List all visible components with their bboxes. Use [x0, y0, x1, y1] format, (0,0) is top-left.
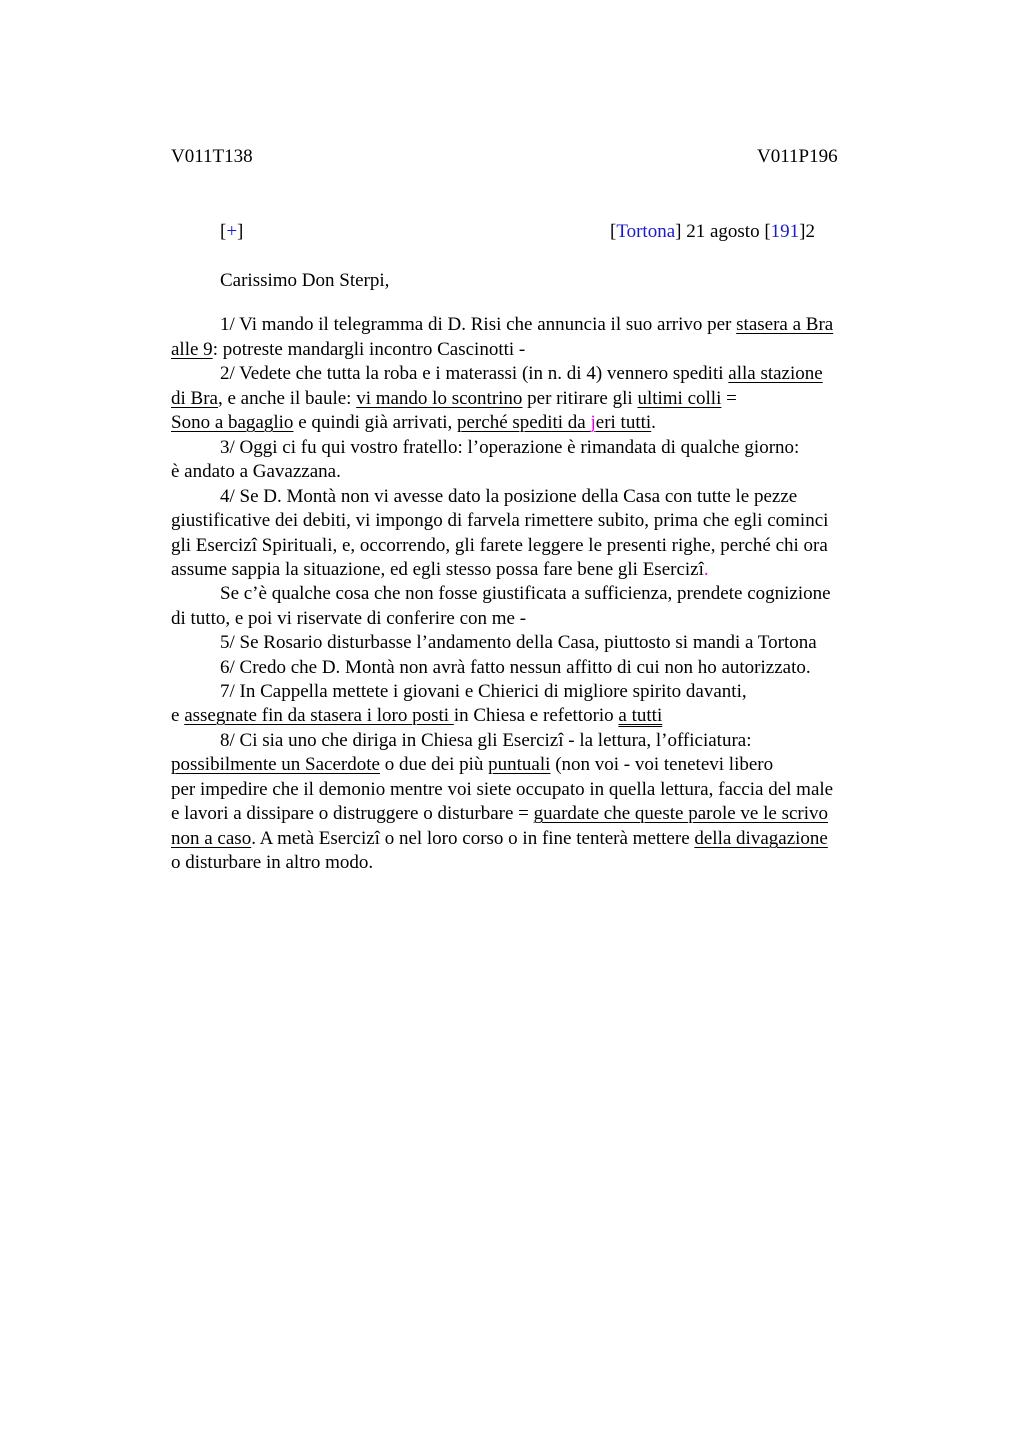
underlined-text: di Bra [171, 388, 218, 409]
line-text: e lavori a dissipare o distruggere o disturbare = [171, 803, 534, 824]
underlined-text: alle 9 [171, 339, 213, 360]
line-text: di tutto, e poi vi riservate di conferire con me - [171, 608, 527, 629]
line-text: assume sappia la situazione, ed egli stesso possa fare bene gli Esercizi [171, 559, 704, 580]
line-text: . [651, 412, 656, 433]
line-text: - la lettura, l’officiatura: [563, 730, 752, 751]
line-text: 3/ Oggi ci fu qui vostro fratello: l’operazione è rimandata di qualche giorno: [220, 437, 800, 458]
letter-line [220, 680, 747, 704]
underlined-text: guardate che queste parole ve le scrivo [533, 803, 829, 824]
letter-line [220, 436, 799, 460]
editorial-diacritic: ̂. [703, 559, 709, 580]
letter-line [171, 851, 373, 875]
header-left-code: V011T138 [171, 146, 253, 167]
line-text: o nel loro corso o in fine tenterà mettere [379, 828, 695, 849]
line-text: 7/ In Cappella mettete i giovani e Chierici di migliore spirito davanti, [220, 681, 747, 702]
line-text: gli Esercizi [171, 535, 257, 556]
line-text: 5/ Se Rosario disturbasse l’andamento della Casa, piuttosto si mandi a Tortona [220, 632, 817, 653]
letter-line [171, 753, 773, 777]
dateline-day-month: 21 agosto [681, 221, 765, 242]
letter-line [220, 485, 797, 509]
underlined-text: alla stazione [728, 363, 823, 384]
dateline-year-editorial: 191 [770, 221, 800, 242]
dateline-date [610, 221, 815, 243]
letter-line [220, 729, 752, 753]
line-text: 6/ Credo che D. Montà non avrà fatto nessun affitto di cui non ho autorizzato. [220, 657, 811, 678]
salutation: Carissimo Don Sterpi, [220, 270, 390, 291]
underlined-text: a tutti [618, 705, 663, 726]
bracket: ] [237, 221, 244, 242]
line-text: 2/ Vedete che tutta la roba e i materassi (in n. di 4) vennero spediti [220, 363, 729, 384]
line-text: in Chiesa e refettorio [453, 705, 619, 726]
letter-line [220, 656, 811, 680]
line-text: Spirituali, e, occorrendo, gli farete leggere le presenti righe, perché chi ora [257, 535, 828, 556]
bracket: ] [799, 221, 806, 242]
bracket: ] [675, 221, 682, 242]
bracket: [ [764, 221, 771, 242]
dateline-cross [220, 221, 243, 243]
line-text: 1/ Vi mando il telegramma di D. Risi che annuncia il suo arrivo per [220, 314, 737, 335]
letter-line [171, 607, 526, 631]
underlined-text: Sono a bagaglio [171, 412, 294, 433]
underlined-text: vi mando lo scontrino [356, 388, 523, 409]
letter-line [171, 387, 737, 411]
letter-line [220, 582, 831, 606]
line-text: = [721, 388, 737, 409]
line-text: 4/ Se D. Montà non vi avesse dato la posizione della Casa con tutte le pezze [220, 486, 798, 507]
line-text: giustificative dei debiti, vi impongo di farvela rimettere subito, prima che egli cominci [171, 510, 829, 531]
underlined-text: eri tutti [595, 412, 652, 433]
line-text: 8/ Ci sia uno che diriga in Chiesa gli Esercizi [220, 730, 564, 751]
line-text: (non voi - voi tenetevi libero [550, 754, 774, 775]
letter-line [171, 509, 828, 533]
dateline-year-digit: 2 [805, 221, 815, 242]
underlined-text: non a caso [171, 828, 252, 849]
line-text: e quindi già arrivati, [293, 412, 457, 433]
editorial-diacritic: j [590, 412, 596, 433]
line-text: e [171, 705, 185, 726]
underlined-text: stasera a Bra [736, 314, 834, 335]
line-text: . A metà Esercizi [251, 828, 380, 849]
letter-line [171, 802, 828, 826]
letter-line [220, 313, 833, 337]
letter-line [171, 704, 662, 728]
line-text: : potreste mandargli incontro Cascinotti - [212, 339, 526, 360]
letter-line [171, 827, 828, 851]
line-text: Se c’è qualche cosa che non fosse giustificata a sufficienza, prendete cognizione [220, 583, 831, 604]
underlined-text: possibilmente un Sacerdote [171, 754, 380, 775]
underlined-text: perché spediti da [457, 412, 591, 433]
bracket: [ [220, 221, 227, 242]
letter-line [171, 460, 341, 484]
letter-line [220, 631, 817, 655]
letter-line [171, 778, 833, 802]
letter-line [171, 534, 828, 558]
line-text: o disturbare in altro modo. [171, 852, 374, 873]
underlined-text: della divagazione [694, 828, 828, 849]
line-text: per ritirare gli [522, 388, 638, 409]
underlined-text: puntuali [488, 754, 551, 775]
header-right-code: V011P196 [757, 146, 838, 167]
letter-line [220, 362, 823, 386]
letter-line [171, 338, 525, 362]
letter-line [171, 558, 709, 582]
underlined-text: assegnate fin da stasera i loro posti [184, 705, 454, 726]
line-text: , e anche il baule: [217, 388, 357, 409]
letter-line [171, 411, 656, 435]
line-text: è andato a Gavazzana. [171, 461, 341, 482]
bracket: [ [610, 221, 617, 242]
underlined-text: ultimi colli [637, 388, 722, 409]
line-text: o due dei più [379, 754, 489, 775]
dateline-place: Tortona [616, 221, 676, 242]
line-text: per impedire che il demonio mentre voi siete occupato in quella lettura, faccia del male [171, 779, 834, 800]
cross-mark: + [226, 221, 238, 242]
